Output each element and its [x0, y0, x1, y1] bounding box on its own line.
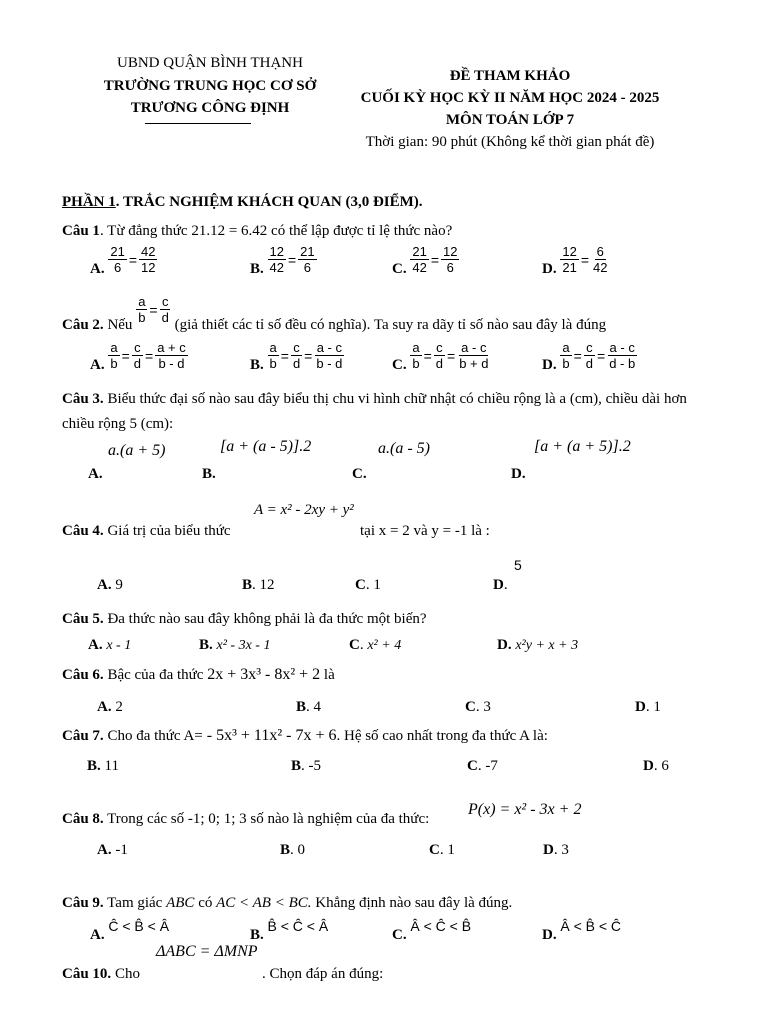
q8-expr: P(x) = x² - 3x + 2 — [468, 801, 582, 818]
question-text: Biểu thức đại số nào sau đây biểu thị chu vi hình chữ nhật có chiều rộng là a (cm), chiều dài hơn — [103, 391, 687, 407]
fraction: $\frac{21}{6}$ — [300, 244, 315, 275]
question-text-pre: Nếu — [103, 316, 133, 333]
question-text: Giá trị của biểu thức — [103, 523, 231, 539]
q4-option-b[interactable]: B. 12 — [242, 577, 275, 593]
option-key: C. — [392, 260, 407, 277]
question-label: Câu 9. — [62, 895, 104, 911]
q6-option-b[interactable]: B. 4 — [296, 699, 322, 715]
q4-option-a[interactable]: A. 9 — [97, 577, 123, 593]
question-label: Câu 7. — [62, 728, 104, 744]
question-text: . Từ đẳng thức 21.12 = 6.42 có thể lập được tỉ lệ thức nào? — [99, 223, 453, 239]
q3-expr-b: [a + (a - 5)].2 — [220, 438, 312, 455]
question-text-post: là — [320, 667, 335, 683]
question-text: Trong các số -1; 0; 1; 3 số nào là nghiệm của đa thức: — [103, 811, 430, 827]
exam-type: ĐỀ THAM KHẢO — [449, 68, 571, 84]
q3-option-d[interactable]: D. — [511, 466, 526, 482]
q4-option-c[interactable]: C. 1 — [355, 577, 381, 593]
option-key: D. — [542, 356, 557, 373]
exam-subject: MÔN TOÁN LỚP 7 — [445, 112, 575, 128]
q1-option-d[interactable]: D. $\frac{12}{21}$ = $\frac{6}{42}$ — [542, 244, 608, 277]
q10-expr: ΔABC = ΔMNP — [156, 943, 258, 960]
q1-option-b[interactable]: B. $\frac{12}{42}$ = $\frac{21}{6}$ — [250, 244, 315, 277]
question-7 — [62, 727, 548, 745]
q7-option-d[interactable]: D. 6 — [643, 758, 669, 774]
option-key: D. — [542, 260, 557, 277]
question-text-pre: Cho đa thức A= — [103, 728, 203, 744]
section-title — [62, 194, 423, 211]
question-label: Câu 4. — [62, 523, 104, 539]
question-10 — [62, 966, 140, 983]
q2-option-c[interactable]: C. $\frac{a}{b}$ = $\frac{c}{d}$ = $\frac{a - c}{b + d}$ — [392, 340, 489, 373]
question-text: Đa thức nào sau đây không phải là đa thức một biến? — [103, 611, 427, 627]
school-underline — [145, 123, 251, 124]
school-name-line1: TRƯỜNG TRUNG HỌC CƠ SỞ — [103, 78, 317, 94]
fraction: $\frac{c}{d}$ — [161, 294, 169, 325]
q7-expr: - 5x³ + 11x² - 7x + 6 — [202, 727, 337, 744]
q9-option-b[interactable]: B. B̂ < Ĉ < Â — [250, 918, 329, 943]
question-3-cont: chiều rộng 5 (cm): — [62, 416, 174, 432]
q7-option-a[interactable]: B. 11 — [87, 758, 119, 774]
question-text-post: . Hệ số cao nhất trong đa thức A là: — [336, 728, 548, 744]
question-4-tail: tại x = 2 và y = -1 là : — [360, 523, 490, 539]
question-text-post: (giả thiết các tỉ số đều có nghĩa). Ta suy ra dãy tỉ số nào sau đây là đúng — [174, 316, 607, 333]
fraction: $\frac{12}{42}$ — [269, 244, 284, 275]
q7-option-c[interactable]: C. -7 — [467, 758, 498, 774]
question-9: Câu 9. Tam giác ABC có AC < AB < BC. Khẳng định nào sau đây là đúng. — [62, 895, 513, 911]
question-text-pre: Cho — [111, 966, 140, 982]
option-key: C. — [392, 356, 407, 373]
q8-option-d[interactable]: D. 3 — [543, 842, 569, 858]
q3-expr-d: [a + (a + 5)].2 — [534, 438, 631, 455]
fraction: $\frac{12}{6}$ — [443, 244, 458, 275]
question-text-pre: Bậc của đa thức — [103, 667, 208, 683]
question-label: Câu 8. — [62, 811, 104, 827]
fraction: $\frac{21}{42}$ — [412, 244, 427, 275]
q1-option-c[interactable]: C. $\frac{21}{42}$ = $\frac{12}{6}$ — [392, 244, 458, 277]
q3-expr-c: a.(a - 5) — [378, 440, 430, 457]
q8-option-b[interactable]: B. 0 — [280, 842, 306, 858]
option-key: B. — [250, 260, 264, 277]
q5-option-c[interactable]: C. x² + 4 — [349, 637, 402, 653]
q2-option-b[interactable]: B. $\frac{a}{b}$ = $\frac{c}{d}$ = $\frac{a - c}{b - d}$ — [250, 340, 343, 373]
q5-option-d[interactable]: D. x²y + x + 3 — [497, 637, 579, 653]
q2-option-d[interactable]: D. $\frac{a}{b}$ = $\frac{c}{d}$ = $\frac{a - c}{d - b}$ — [542, 340, 636, 373]
q9-option-d[interactable]: D. Â < B̂ < Ĉ — [542, 918, 622, 943]
q9-option-a[interactable]: A. Ĉ < B̂ < Â — [90, 918, 170, 943]
question-4 — [62, 523, 231, 540]
q6-option-c[interactable]: C. 3 — [465, 699, 491, 715]
question-3 — [62, 391, 687, 408]
fraction: $\frac{a}{b}$ — [138, 294, 146, 325]
question-10-tail: . Chọn đáp án đúng: — [262, 966, 384, 982]
question-6 — [62, 666, 335, 684]
q8-option-a[interactable]: A. -1 — [97, 842, 128, 858]
q6-option-d[interactable]: D. 1 — [635, 699, 661, 715]
school-name-line2: TRƯƠNG CÔNG ĐỊNH — [130, 100, 290, 116]
q3-option-b[interactable]: B. — [202, 466, 216, 482]
question-2: Câu 2. Nếu $\frac{a}{b}$ = $\frac{c}{d}$ (giả thiết các tỉ số đều có nghĩa). Ta suy ra dãy tỉ số nào sau đây là đúng — [62, 294, 607, 333]
q8-option-c[interactable]: C. 1 — [429, 842, 455, 858]
question-8 — [62, 811, 429, 828]
q4-option-d[interactable]: D. — [493, 577, 508, 593]
exam-term: CUỐI KỲ HỌC KỲ II NĂM HỌC 2024 - 2025 — [360, 90, 660, 106]
q6-option-a[interactable]: A. 2 — [97, 699, 123, 715]
fraction: $\frac{42}{12}$ — [141, 244, 156, 275]
question-label: Câu 5. — [62, 611, 104, 627]
question-label: Câu 10. — [62, 966, 112, 982]
fraction: $\frac{12}{21}$ — [562, 244, 577, 275]
fraction: $\frac{6}{42}$ — [593, 244, 608, 275]
option-key: A. — [90, 356, 105, 373]
option-key: B. — [250, 356, 264, 373]
fraction: $\frac{21}{6}$ — [110, 244, 125, 275]
question-5 — [62, 611, 427, 628]
q1-option-a[interactable]: A. $\frac{21}{6}$ = $\frac{42}{12}$ — [90, 244, 156, 277]
question-1 — [62, 223, 452, 240]
section-prefix: PHẦN 1 — [62, 194, 116, 210]
q4-formula: A = x² - 2xy + y² — [254, 502, 354, 518]
q9-option-c[interactable]: C. Â < Ĉ < B̂ — [392, 918, 472, 943]
q5-option-a[interactable]: A. x - 1 — [88, 637, 132, 653]
q4-extra-value: 5 — [514, 557, 522, 573]
q7-option-b[interactable]: B. -5 — [291, 758, 322, 774]
section-heading: . TRẮC NGHIỆM KHÁCH QUAN (3,0 ĐIỂM). — [115, 194, 423, 210]
question-label: Câu 3. — [62, 391, 104, 407]
q6-expr: 2x + 3x³ - 8x² + 2 — [207, 666, 321, 683]
q3-expr-a: a.(a + 5) — [108, 442, 166, 459]
q2-option-a[interactable]: A. $\frac{a}{b}$ = $\frac{c}{d}$ = $\frac{a + c}{b - d}$ — [90, 340, 186, 373]
q3-option-c[interactable]: C. — [352, 466, 367, 482]
q3-option-a[interactable]: A. — [88, 466, 103, 482]
q5-option-b[interactable]: B. x² - 3x - 1 — [199, 637, 271, 653]
option-key: A. — [90, 260, 105, 277]
exam-duration: Thời gian: 90 phút (Không kể thời gian phát đề) — [365, 134, 655, 150]
school-district: UBND QUẬN BÌNH THẠNH — [117, 55, 303, 71]
question-label: Câu 1 — [62, 223, 100, 239]
question-label: Câu 6. — [62, 667, 104, 683]
question-label: Câu 2. — [62, 316, 104, 333]
